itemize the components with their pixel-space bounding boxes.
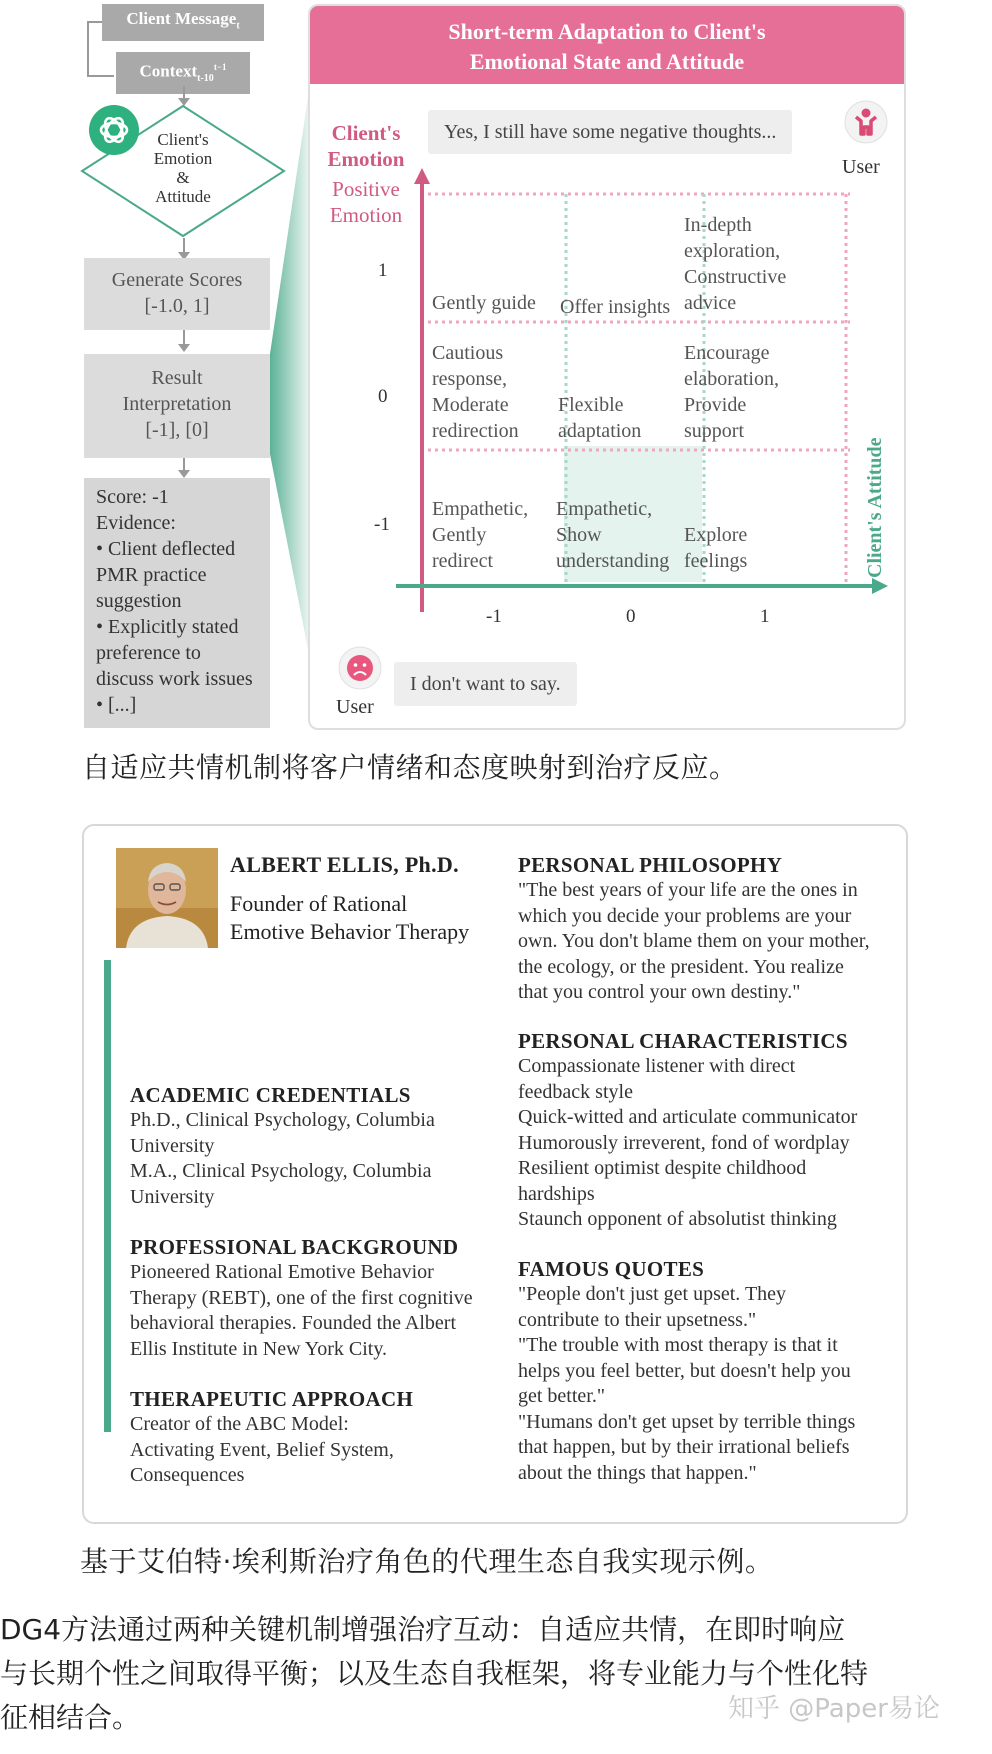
flow-arrow — [183, 458, 185, 476]
decision-label: Client's Emotion & Attitude — [153, 130, 213, 206]
generate-scores-box: Generate Scores [-1.0, 1] — [84, 258, 270, 330]
user-label-top: User — [842, 156, 880, 178]
cell-empathetic-understanding: Empathetic, Show understanding — [556, 498, 670, 572]
panel-title: Short-term Adaptation to Client's Emotional State and Attitude — [310, 6, 904, 84]
persona-title: Founder of Rational Emotive Behavior Therapy — [230, 891, 470, 944]
cell-flexible-adaptation: Flexible adaptation — [558, 394, 642, 442]
cell-gently-guide: Gently guide — [432, 292, 536, 314]
academic-section: ACADEMIC CREDENTIALS Ph.D., Clinical Psychology, Columbia University M.A., Clinical Psychology, Columbia University — [130, 1083, 435, 1208]
adaptation-panel — [308, 4, 906, 730]
client-message-tag: Client Message$_t$ — [102, 4, 264, 41]
quadrant-grid — [310, 6, 906, 730]
figure-2-caption: 基于艾伯特·埃利斯治疗角色的代理生态自我实现示例。 — [80, 1545, 774, 1578]
cell-explore-feelings: Explore feelings — [684, 524, 748, 572]
sad-user-icon — [338, 646, 382, 695]
flow-arrow — [183, 330, 185, 350]
y-tick-0: 0 — [378, 386, 388, 407]
y-axis-title: Client's Emotion — [327, 121, 405, 171]
x-axis-title: Client's Attitude — [864, 437, 886, 578]
cell-encourage-elaboration: Encourage elaboration, Provide support — [684, 342, 779, 442]
professional-section: PROFESSIONAL BACKGROUND Pioneered Rational Emotive Behavior Therapy (REBT), one of the first cognitive behavioral therapies. Founded the Albert Ellis Institute in New York City. — [130, 1235, 473, 1360]
x-tick-0: 0 — [626, 606, 636, 627]
user-message-bottom: I don't want to say. — [394, 662, 577, 706]
cell-in-depth-exploration: In-depth exploration, Constructive advice — [684, 214, 787, 314]
y-tick-neg1: -1 — [374, 514, 390, 535]
figure-1-caption: 自适应共情机制将客户情绪和态度映射到治疗反应。 — [82, 751, 738, 784]
quotes-section: FAMOUS QUOTES "People don't just get upset. They contribute to their upsetness." "The trouble with most therapy is that it helps you feel better, but doesn't help you get better." "Humans don't get upset by terrible things that happen, but by their irrational beliefs about the things that happen." — [518, 1257, 856, 1484]
cell-cautious-response: Cautious response, Moderate redirection — [432, 342, 519, 442]
persona-card — [82, 824, 908, 1524]
user-message-top: Yes, I still have some negative thoughts... — [428, 110, 792, 154]
zoom-wedge — [270, 70, 312, 670]
x-tick-1: 1 — [760, 606, 770, 627]
characteristics-section: PERSONAL CHARACTERISTICS Compassionate listener with direct feedback style Quick-witted and articulate communicator Humorously irreverent, fond of wordplay Resilient optimist despite childhood hardships Staunch opponent of absolutist thinking — [518, 1029, 858, 1230]
cell-empathetic-redirect: Empathetic, Gently redirect — [432, 498, 529, 572]
portrait-photo — [116, 848, 218, 948]
persona-name: ALBERT ELLIS, Ph.D. — [230, 852, 459, 877]
accent-bar — [104, 960, 111, 1432]
score-evidence-box: Score: -1 Evidence: • Client deflected PMR practice suggestion • Explicitly stated preference to discuss work issues • [...] — [84, 478, 270, 728]
flow-arrow — [183, 86, 185, 104]
x-tick-neg1: -1 — [486, 606, 502, 627]
y-tick-1: 1 — [378, 260, 388, 281]
flow-arrow — [183, 238, 185, 258]
user-label-bottom: User — [336, 696, 374, 718]
philosophy-section: PERSONAL PHILOSOPHY "The best years of your life are the ones in which you decide your problems are your own. You don't blame them on your mother, the ecology, or the president. You realize that you control your own destiny." — [518, 853, 870, 1003]
cell-offer-insights: Offer insights — [560, 296, 671, 318]
context-tag: Context$_{t-10}^{t-1}$ — [116, 52, 250, 94]
result-interpretation-box: Result Interpretation [-1], [0] — [84, 354, 270, 458]
watermark: 知乎 @Paper易论 — [728, 1694, 940, 1724]
therapeutic-section: THERAPEUTIC APPROACH Creator of the ABC Model: Activating Event, Belief System, Consequences — [130, 1387, 414, 1486]
y-axis-subtitle: Positive Emotion — [329, 177, 403, 227]
summary-paragraph: DG4方法通过两种关键机制增强治疗互动：自适应共情，在即时响应 与长期个性之间取得平衡；以及生态自我框架，将专业能力与个性化特 征相结合。 — [0, 1613, 869, 1734]
